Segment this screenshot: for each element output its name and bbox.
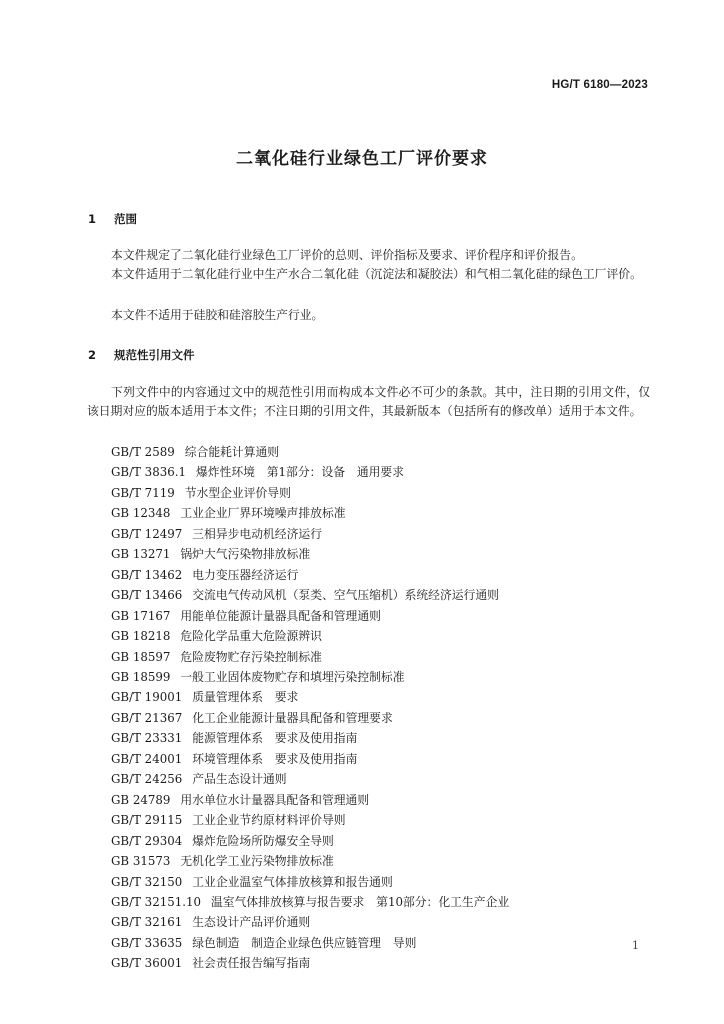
reference-item [111, 524, 509, 544]
reference-title: 三相异步电动机经济运行 [192, 526, 322, 541]
reference-title: 生态设计产品评价通则 [192, 915, 311, 930]
reference-title: 用水单位水计量器具配备和管理通则 [180, 792, 370, 807]
reference-code: GB/T 7119 [111, 485, 175, 500]
reference-title: 工业企业厂界环境噪声排放标准 [180, 506, 346, 521]
reference-item [111, 503, 509, 523]
reference-code: GB 12348 [111, 506, 171, 521]
section-title: 范围 [114, 212, 138, 226]
reference-code: GB 17167 [111, 608, 171, 623]
reference-title: 无机化学工业污染物排放标准 [180, 854, 334, 869]
reference-code: GB/T 29115 [111, 813, 183, 828]
reference-code: GB/T 3836.1 [111, 465, 186, 480]
section-heading-normative-references [88, 347, 195, 363]
reference-code: GB 24789 [111, 792, 171, 807]
reference-title: 综合能耗计算通则 [184, 445, 280, 459]
reference-item [111, 626, 509, 646]
scope-paragraph-2: 本文件适用于二氧化硅行业中生产水合二氧化硅（沉淀法和凝胶法）和气相二氧化硅的绿色工厂评价。 [111, 267, 642, 281]
reference-item [111, 565, 509, 585]
reference-item [111, 790, 509, 810]
reference-list [111, 442, 509, 974]
reference-item [111, 606, 509, 626]
reference-item [111, 810, 509, 830]
reference-item [111, 442, 509, 462]
reference-code: GB/T 24001 [111, 751, 183, 766]
reference-title: 节水型企业评价导则 [184, 485, 291, 500]
reference-code: GB/T 36001 [111, 956, 183, 971]
reference-code: GB 18599 [111, 669, 171, 684]
reference-code: GB 18218 [111, 629, 171, 644]
reference-item [111, 912, 509, 932]
reference-code: GB 18597 [111, 649, 171, 664]
reference-title: 爆炸性环境 第1部分：设备 通用要求 [195, 465, 405, 480]
reference-title: 绿色制造 制造企业绿色供应链管理 导则 [192, 935, 417, 950]
reference-title: 社会责任报告编写指南 [192, 956, 311, 971]
standard-code: HG/T 6180—2023 [551, 79, 648, 91]
reference-title: 温室气体排放核算与报告要求 第10部分：化工生产企业 [210, 894, 510, 909]
reference-item [111, 462, 509, 482]
reference-title: 交流电气传动风机（泵类、空气压缩机）系统经济运行通则 [192, 588, 499, 603]
reference-item [111, 585, 509, 605]
reference-item [111, 892, 509, 912]
reference-code: GB 31573 [111, 854, 171, 869]
reference-item [111, 831, 509, 851]
page-number: 1 [632, 939, 639, 952]
section-heading-scope [88, 211, 137, 227]
reference-item [111, 728, 509, 748]
reference-title: 危险化学品重大危险源辨识 [180, 629, 322, 644]
section-number: 1 [88, 212, 97, 226]
reference-item [111, 953, 509, 973]
reference-title: 爆炸危险场所防爆安全导则 [192, 833, 334, 848]
reference-item [111, 647, 509, 667]
reference-code: GB/T 13462 [111, 567, 183, 582]
reference-code: GB/T 12497 [111, 526, 183, 541]
reference-title: 环境管理体系 要求及使用指南 [192, 751, 358, 766]
reference-code: GB/T 29304 [111, 833, 183, 848]
reference-code: GB 13271 [111, 547, 171, 562]
reference-title: 锅炉大气污染物排放标准 [180, 547, 311, 562]
reference-title: 用能单位能源计量器具配备和管理通则 [180, 608, 381, 623]
reference-item [111, 667, 509, 687]
scope-paragraph-3: 本文件不适用于硅胶和硅溶胶生产行业。 [111, 308, 324, 322]
reference-code: GB/T 19001 [111, 690, 183, 705]
reference-code: GB/T 23331 [111, 731, 183, 746]
reference-item [111, 872, 509, 892]
reference-item [111, 851, 509, 871]
reference-item [111, 483, 509, 503]
reference-item [111, 749, 509, 769]
reference-title: 工业企业温室气体排放核算和报告通则 [192, 874, 393, 889]
reference-code: GB/T 32150 [111, 874, 183, 889]
reference-title: 质量管理体系 要求 [192, 690, 299, 705]
reference-code: GB/T 2589 [111, 445, 175, 459]
reference-code: GB/T 32161 [111, 915, 183, 930]
reference-code: GB/T 21367 [111, 710, 183, 725]
references-intro-paragraph: 下列文件中的内容通过文中的规范性引用而构成本文件必不可少的条款。其中，注日期的引用文件，仅该日期对应的版本适用于本文件；不注日期的引用文件，其最新版本（包括所有的修改单）适用于本文件。 [87, 385, 650, 418]
reference-title: 一般工业固体废物贮存和填埋污染控制标准 [180, 669, 405, 684]
section-title: 规范性引用文件 [114, 348, 195, 362]
reference-title: 危险废物贮存污染控制标准 [180, 649, 322, 664]
scope-paragraph-1: 本文件规定了二氧化硅行业绿色工厂评价的总则、评价指标及要求、评价程序和评价报告。 [111, 248, 583, 262]
reference-code: GB/T 13466 [111, 588, 183, 603]
reference-code: GB/T 32151.10 [111, 894, 201, 909]
reference-title: 能源管理体系 要求及使用指南 [192, 731, 358, 746]
reference-item [111, 687, 509, 707]
reference-item [111, 708, 509, 728]
reference-title: 产品生态设计通则 [192, 772, 287, 787]
section-number: 2 [88, 348, 97, 362]
reference-title: 工业企业节约原材料评价导则 [192, 813, 346, 828]
reference-title: 电力变压器经济运行 [192, 567, 299, 582]
reference-item [111, 544, 509, 564]
reference-code: GB/T 33635 [111, 935, 183, 950]
reference-item [111, 933, 509, 953]
document-title: 二氧化硅行业绿色工厂评价要求 [236, 149, 488, 169]
reference-code: GB/T 24256 [111, 772, 183, 787]
reference-item [111, 769, 509, 789]
reference-title: 化工企业能源计量器具配备和管理要求 [192, 710, 393, 725]
